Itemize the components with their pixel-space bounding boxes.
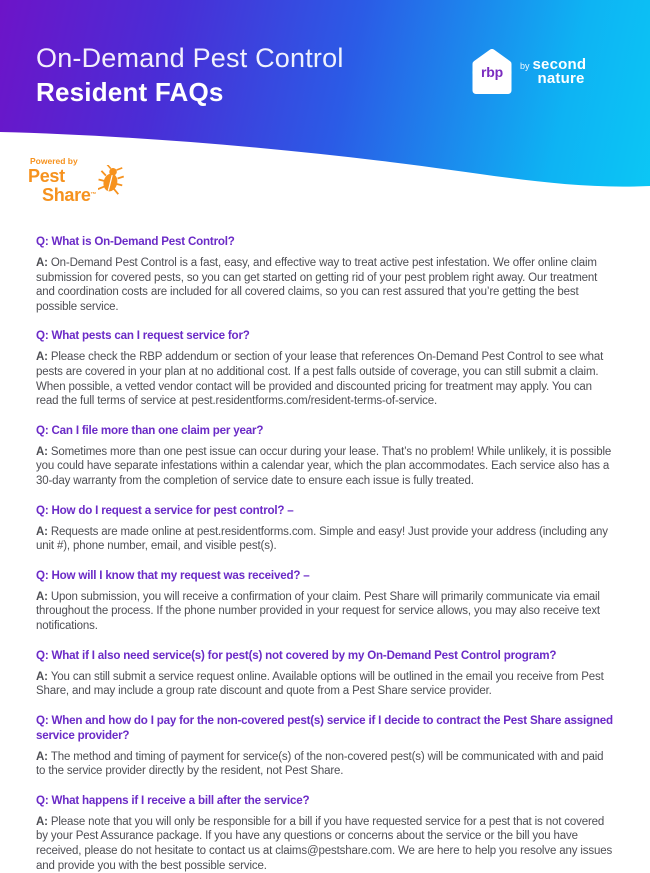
- answer-text: Requests are made online at pest.residentforms.com. Simple and easy! Just provide your address (including any unit #), phone number, email, and visible pest(s).: [36, 525, 608, 553]
- answer-text: On-Demand Pest Control is a fast, easy, and effective way to treat active pest infestation. We offer online claim submission for covered pests, so you can get started on getting rid of your pest problem right away. Our treatment and coordination costs are included for all covered claims, so you can rest assured that you’re getting the best possible service.: [36, 257, 598, 313]
- faq-answer: [36, 525, 614, 554]
- second-nature-wordmark: [533, 58, 587, 85]
- pest-share-word-share: Share™: [42, 185, 97, 205]
- faq-item-1: [36, 234, 614, 314]
- page-title: [36, 42, 344, 108]
- faq-question: Q: How do I request a service for pest control? –: [36, 503, 294, 517]
- answer-prefix: A:: [36, 445, 48, 458]
- second-nature-word1: second: [532, 56, 587, 73]
- answer-text: Please note that you will only be responsible for a bill if you have requested service for a pest that is not covered by your Pest Assurance package. If you have any questions or concerns about the service or the bill you have received, please do not hesitate to contact us at claims@pestshare.com. We are here to help you resolve any issues and provide you with the best possible service.: [36, 815, 613, 872]
- answer-prefix: A:: [36, 670, 48, 683]
- second-nature-by-label: by: [520, 61, 530, 71]
- answer-text: Upon submission, you will receive a confirmation of your claim. Pest Share will primarily communicate via email throughout the process. If the phone number provided in your request for service allows, you may also receive text notifications.: [36, 590, 600, 632]
- powered-by-pest-share-logo: [28, 156, 132, 205]
- faq-question: Q: What is On-Demand Pest Control?: [36, 235, 235, 248]
- second-nature-word2: nature: [537, 69, 585, 87]
- trademark-symbol: ™: [90, 192, 97, 198]
- answer-prefix: A:: [36, 815, 48, 828]
- faq-question: Q: Can I file more than one claim per year?: [36, 423, 264, 437]
- powered-by-label: Powered by: [30, 156, 78, 166]
- faq-question: Q: How will I know that my request was received? –: [36, 568, 310, 582]
- faq-item-7: [36, 713, 614, 779]
- answer-prefix: A:: [36, 525, 48, 538]
- hero-header: [0, 0, 650, 222]
- faq-item-2: [36, 328, 614, 408]
- faq-answer: [36, 815, 614, 873]
- faq-item-8: [36, 793, 614, 873]
- rbp-logo-text: rbp: [481, 64, 503, 80]
- page-title-line2: Resident FAQs: [36, 77, 224, 107]
- answer-text: Sometimes more than one pest issue can occur during your lease. That’s no problem! While unlikely, it is possible you could have separate infestations within a calendar year, which the plan accommodates. Each service also has a 30-day warranty from the completion of service date to ensure each issue is fully treated.: [36, 445, 612, 487]
- faq-item-6: [36, 648, 614, 699]
- faq-question: Q: When and how do I pay for the non-covered pest(s) service if I decide to contract the Pest Share assigned service provider?: [36, 713, 613, 742]
- answer-prefix: A:: [36, 351, 48, 364]
- faq-item-3: [36, 423, 614, 489]
- answer-text: Please check the RBP addendum or section of your lease that references On-Demand Pest Control to see what pests are covered in your plan at no additional cost. If a pest falls outside of coverage, you can still submit a claim. When possible, a vetted vendor contact will be provided and discounted pricing for treatment may apply. You can read the full terms of service at pest.residentforms.com/resident-terms-of-service.: [36, 351, 604, 408]
- answer-prefix: A:: [36, 750, 48, 763]
- faq-question: Q: What if I also need service(s) for pest(s) not covered by my On-Demand Pest Control program?: [36, 648, 557, 662]
- faq-item-4: [36, 503, 614, 554]
- page-title-line1: On-Demand Pest Control: [36, 43, 344, 73]
- faq-answer: [36, 670, 614, 699]
- faq-answer: [36, 750, 614, 779]
- faq-answer: [36, 445, 614, 489]
- faq-content: [0, 222, 650, 873]
- pest-share-bug-icon: [98, 165, 124, 195]
- faq-answer: [36, 256, 614, 314]
- faq-item-5: [36, 568, 614, 634]
- answer-prefix: A:: [36, 257, 48, 269]
- second-nature-logo: [520, 58, 586, 85]
- rbp-logo: [471, 49, 513, 96]
- faq-question: Q: What pests can I request service for?: [36, 329, 250, 343]
- faq-answer: [36, 350, 614, 408]
- answer-text: The method and timing of payment for service(s) of the non-covered pest(s) will be communicated with and paid to the service provider directly by the resident, not Pest Share.: [36, 750, 604, 778]
- pest-share-word-pest: Pest: [28, 166, 65, 186]
- faq-question: Q: What happens if I receive a bill after the service?: [36, 793, 310, 807]
- answer-text: You can still submit a service request online. Available options will be outlined in the email you receive from Pest Share, and may include a group rate discount and quote from a Pest Share service provider.: [36, 670, 604, 698]
- answer-prefix: A:: [36, 590, 48, 603]
- faq-answer: [36, 590, 614, 634]
